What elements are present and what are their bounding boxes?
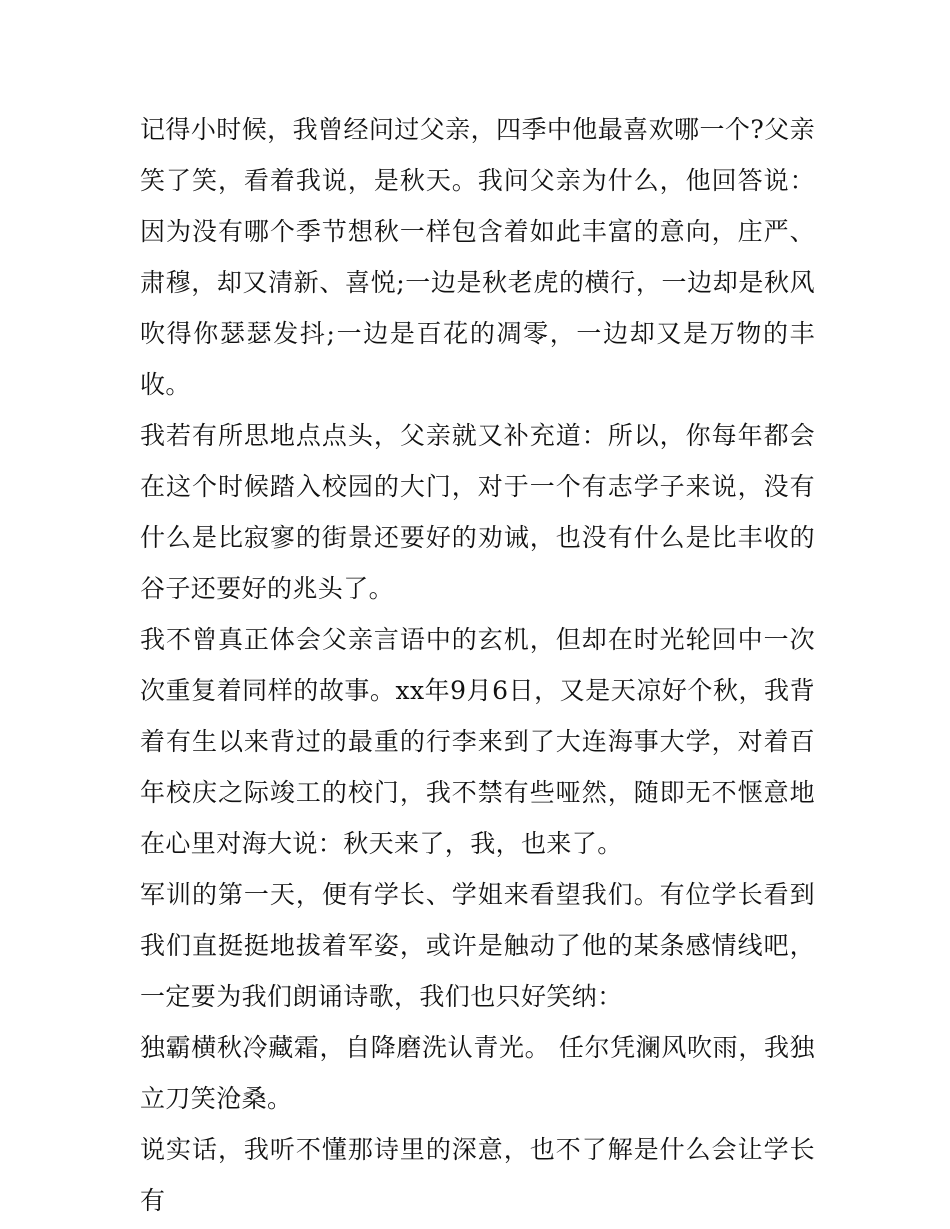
paragraph-1: 记得小时候，我曾经问过父亲，四季中他最喜欢哪一个?父亲笑了笑，看着我说，是秋天。我问父亲为什么，他回答说：因为没有哪个季节想秋一样包含着如此丰富的意向，庄严、肃穆，却又清新、喜悦;一边是秋老虎的横行，一边却是秋风吹得你瑟瑟发抖;一边是百花的凋零，一边却又是万物的丰收。 [140, 115, 815, 399]
paragraph-3: 我不曾真正体会父亲言语中的玄机，但却在时光轮回中一次次重复着同样的故事。xx年9月6日，又是天凉好个秋，我背着有生以来背过的最重的行李来到了大连海事大学，对着百年校庆之际竣工的校门，我不禁有些哑然，随即无不惬意地在心里对海大说：秋天来了，我，也来了。 [140, 625, 815, 858]
paragraph-4: 军训的第一天，便有学长、学姐来看望我们。有位学长看到我们直挺挺地拔着军姿，或许是触动了他的某条感情线吧，一定要为我们朗诵诗歌，我们也只好笑纳： [140, 880, 815, 1011]
poem-lines: 独霸横秋冷藏霜，自降磨洗认青光。 任尔凭澜风吹雨，我独立刀笑沧桑。 [140, 1033, 815, 1113]
paragraph-6: 说实话，我听不懂那诗里的深意，也不了解是什么会让学长有 [140, 1135, 815, 1215]
paragraph-2: 我若有所思地点点头，父亲就又补充道：所以，你每年都会在这个时候踏入校园的大门，对于一个有志学子来说，没有什么是比寂寥的街景还要好的劝诫，也没有什么是比丰收的谷子还要好的兆头了。 [140, 421, 815, 603]
document-body [140, 104, 815, 1226]
